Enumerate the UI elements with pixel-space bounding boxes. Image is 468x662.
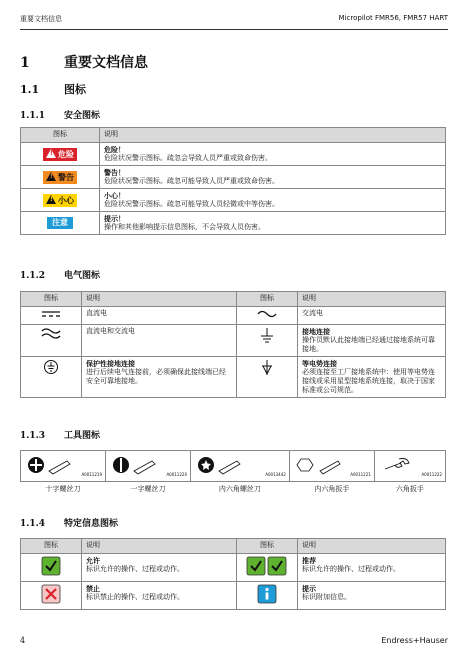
table-row: ! 小心 小心！ 危险状况警示图标。疏忽可能导致人员轻微或中等伤害。 — [21, 189, 446, 212]
col-header-desc: 说明 — [100, 128, 446, 143]
subsection-heading-info: 1.1.4 特定信息图标 — [20, 519, 119, 529]
ac-dc-icon — [21, 325, 82, 357]
page-number: 4 — [20, 636, 26, 645]
table-row: 保护性接地连接 进行后续电气连接前，必须确保此接线端已经安全可靠地接地。 等电势连接 必须连接至工厂接地系统中：使用等电势连接线或采用星型接地系统连接，取决于国家标准或公司规范。 — [21, 357, 446, 398]
flat-screwdriver-icon: A0011220 — [106, 451, 191, 482]
torx-screwdriver-icon: A0013442 — [191, 451, 290, 482]
danger-label-icon: ! 危险 — [21, 143, 100, 166]
tool-symbols-table — [20, 450, 446, 496]
ground-icon — [237, 325, 298, 357]
notice-label-icon: 注意 — [21, 212, 100, 235]
forbidden-icon — [21, 582, 82, 610]
tool-label: 内六角螺丝刀 — [218, 485, 261, 493]
header-section: 重要文档信息 — [20, 15, 62, 23]
allen-key-icon: A0011221 — [289, 451, 374, 482]
col-header-icon: 图标 — [21, 128, 100, 143]
allowed-icon — [21, 554, 82, 582]
table-row: 禁止 标识禁止的操作、过程或动作。 提示 标识附加信息。 — [21, 582, 446, 610]
preferred-icon — [237, 554, 298, 582]
safety-symbols-table — [20, 127, 446, 235]
phillips-screwdriver-icon: A0011219 — [21, 451, 106, 482]
header-product: Micropilot FMR56, FMR57 HART — [338, 14, 448, 22]
table-header-row: 图标 说明 图标 说明 — [21, 539, 446, 554]
protective-earth-icon — [21, 357, 82, 398]
ac-icon — [237, 307, 298, 325]
tool-label: 六角扳手 — [395, 485, 424, 493]
table-row: 允许 标识允许的操作、过程或动作。 推荐 标识允许的操作、过程或动作。 — [21, 554, 446, 582]
info-symbols-table — [20, 538, 446, 610]
tool-label: 一字螺丝刀 — [130, 485, 166, 493]
subsection-heading-safety: 1.1.1 安全图标 — [20, 111, 101, 121]
table-header-row: 图标 说明 图标 说明 — [21, 292, 446, 307]
tool-label: 内六角扳手 — [314, 485, 350, 493]
header-rule — [20, 29, 448, 30]
chapter-heading: 1 重要文档信息 — [20, 55, 148, 71]
table-header-row — [21, 128, 446, 143]
electrical-symbols-table — [20, 291, 446, 398]
subsection-heading-electrical: 1.1.2 电气图标 — [20, 271, 101, 281]
equipotential-icon — [237, 357, 298, 398]
table-row: 注意 提示！ 操作和其他影响提示信息图标，不会导致人员伤害。 — [21, 212, 446, 235]
section-heading-symbols: 1.1 图标 — [20, 83, 86, 96]
table-row: 直流电 交流电 — [21, 307, 446, 325]
brand-name: Endress+Hauser — [381, 636, 448, 645]
caution-label-icon: ! 小心 — [21, 189, 100, 212]
table-row: 直流电和交流电 接地连接 操作员默认此接地端已经通过接地系统可靠接地。 — [21, 325, 446, 357]
open-wrench-icon: A0011222 — [374, 451, 445, 482]
page-header — [20, 14, 448, 26]
table-row: ! 危险 危险！ 危险状况警示图标。疏忽会导致人员严重或致命伤害。 — [21, 143, 446, 166]
tip-icon — [237, 582, 298, 610]
dc-icon — [21, 307, 82, 325]
table-row: ! 警告 警告！ 危险状况警示图标。疏忽可能导致人员严重或致命伤害。 — [21, 166, 446, 189]
tool-label: 十字螺丝刀 — [45, 485, 81, 493]
warning-label-icon: ! 警告 — [21, 166, 100, 189]
subsection-heading-tools: 1.1.3 工具图标 — [20, 431, 101, 441]
